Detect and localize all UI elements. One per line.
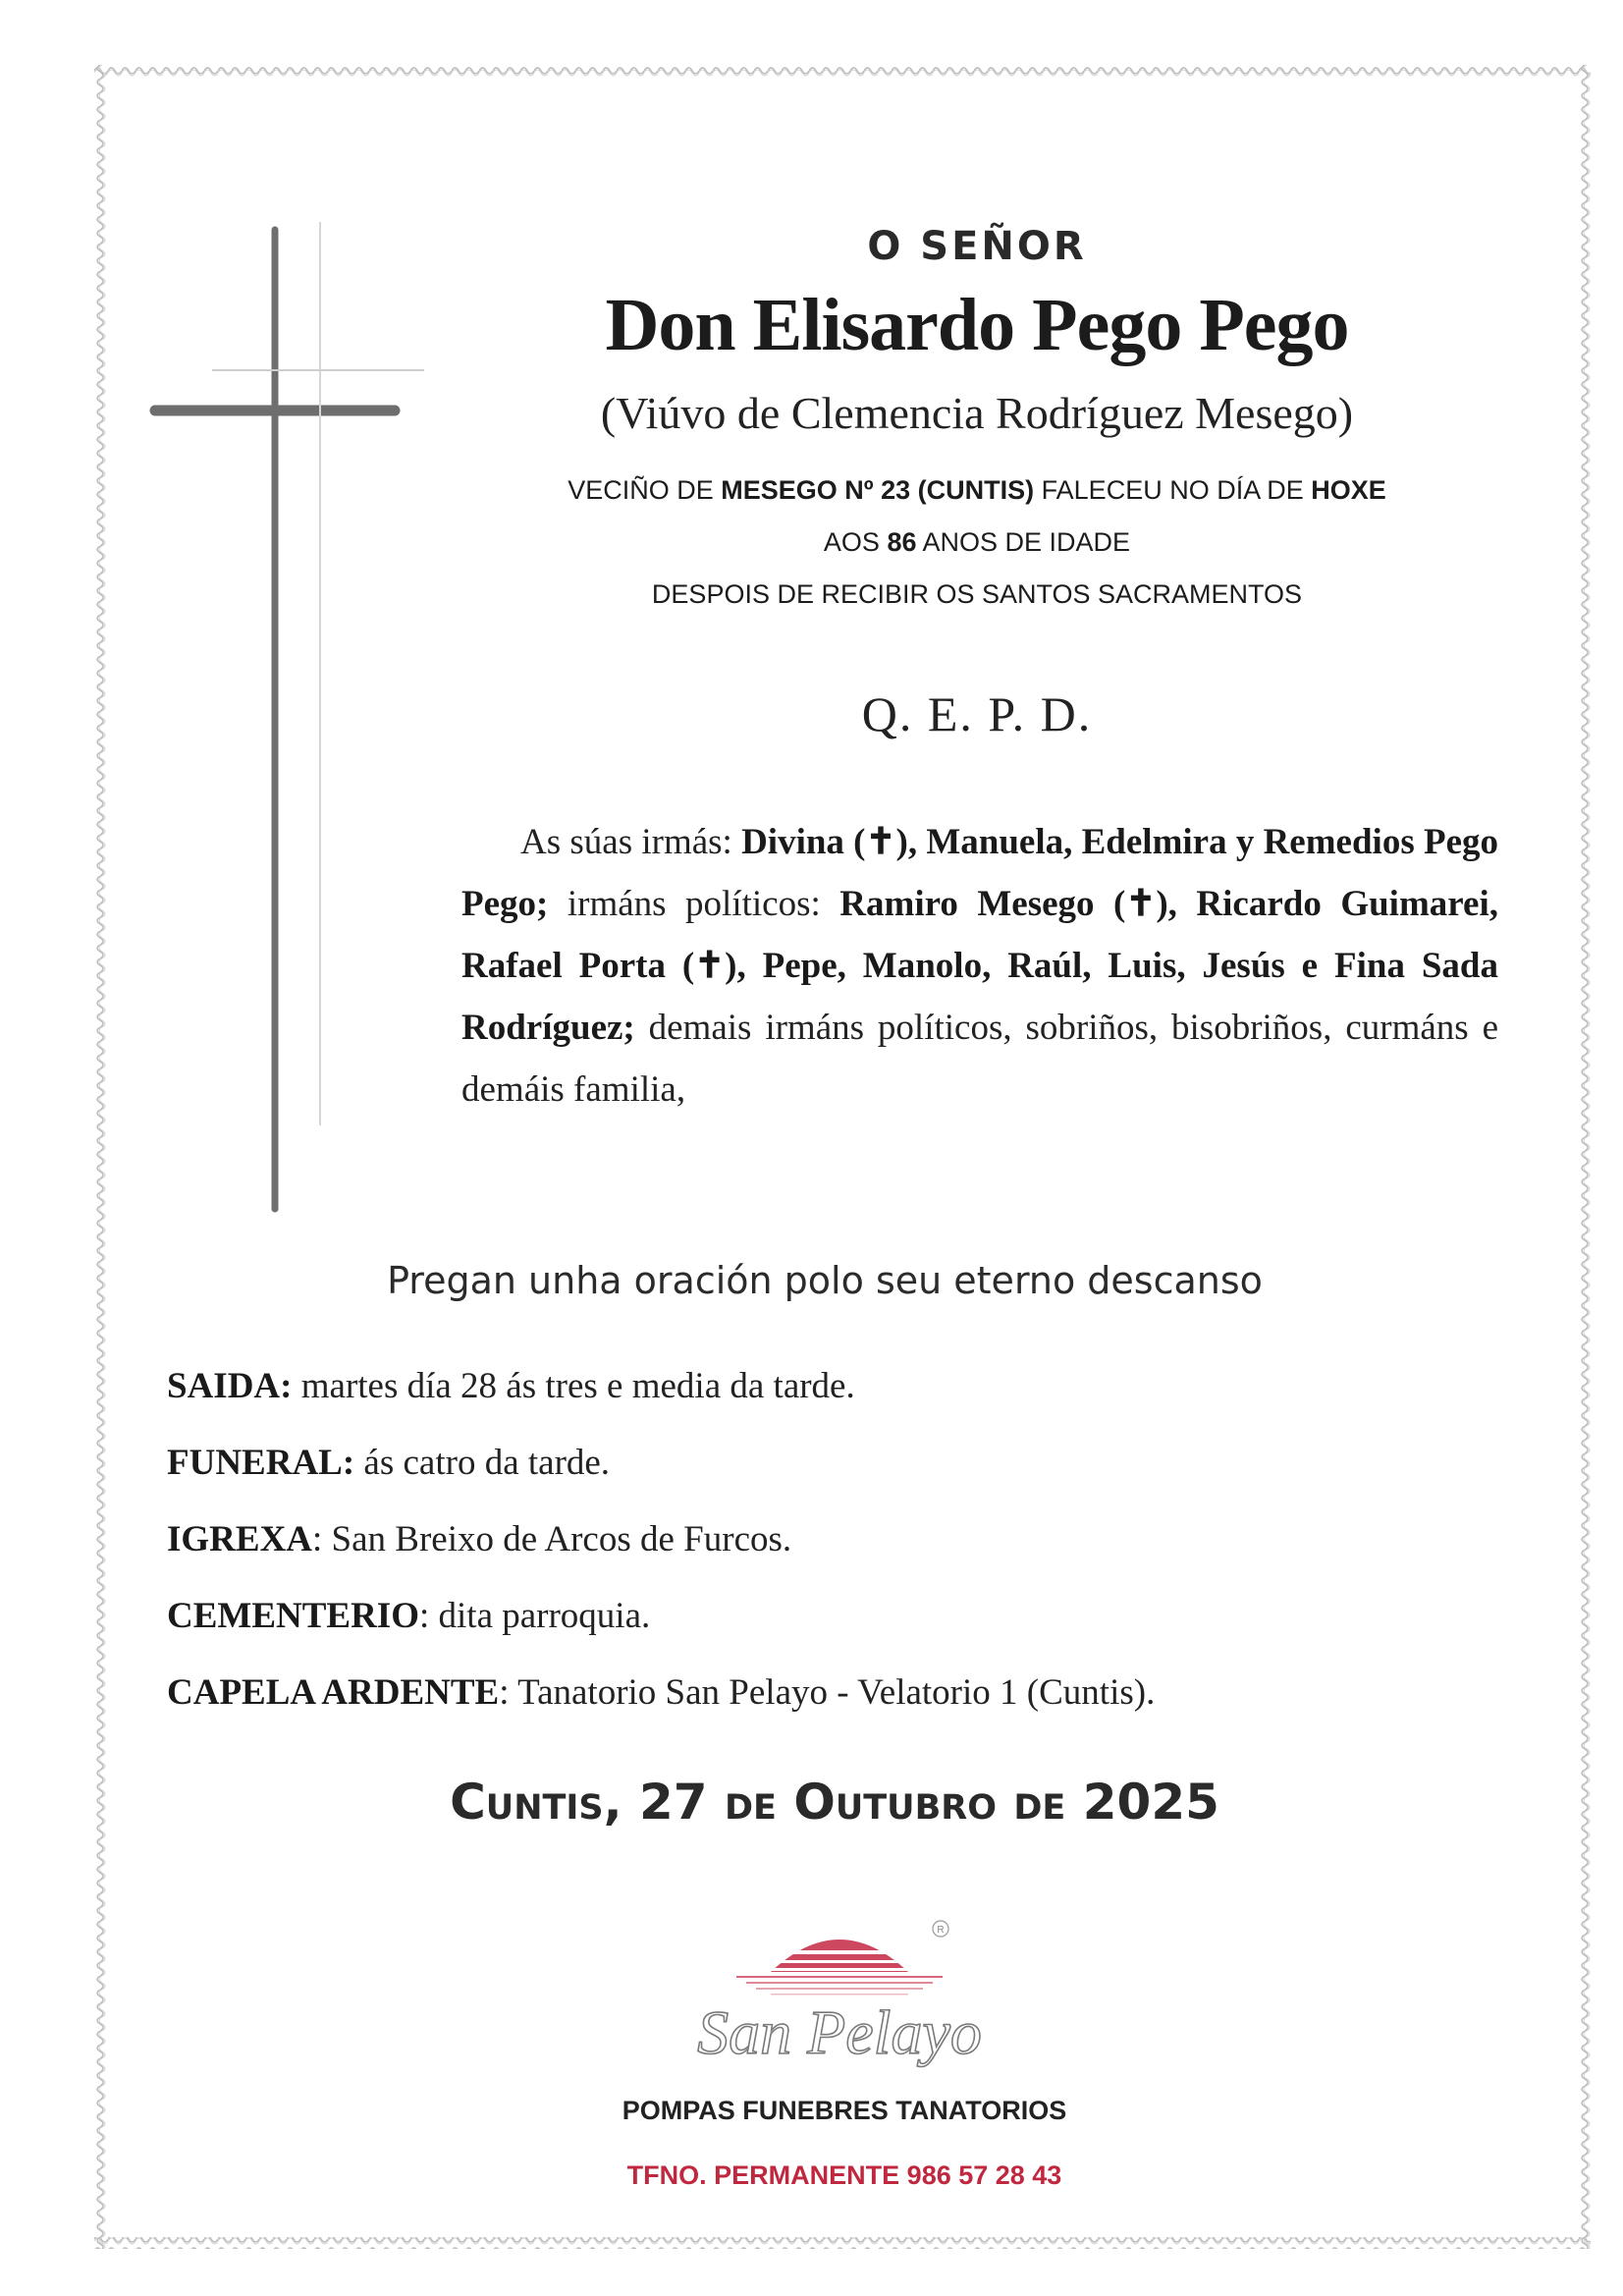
detail-saida (167, 1361, 1443, 1438)
detail-label: CEMENTERIO (167, 1596, 419, 1636)
detail-label: IGREXA (167, 1519, 313, 1559)
sacraments-line: DESPOIS DE RECIBIR OS SANTOS SACRAMENTOS (651, 579, 1303, 609)
sunset-icon (736, 1940, 943, 1995)
qepd-text: Q. E. P. D. (861, 686, 1093, 741)
detail-text: ás catro da tarde. (354, 1443, 611, 1483)
detail-text: : San Breixo de Arcos de Furcos. (312, 1519, 792, 1559)
relatives-text-2: irmáns políticos: (548, 884, 840, 924)
age-line (461, 527, 1492, 558)
company-tagline: POMPAS FUNEBRES TANATORIOS (622, 2096, 1067, 2125)
ceremony-details (167, 1361, 1443, 1744)
detail-text: : Tanatorio San Pelayo - Velatorio 1 (Cuntis). (499, 1672, 1156, 1713)
age-text-a: AOS (823, 527, 888, 557)
age-text-c: ANOS DE IDADE (916, 527, 1131, 557)
in-laws-names: Ramiro Mesego (✝), Ricardo Guimarei, Rafael Porta (✝), Pepe, Manolo, Raúl, Luis, Jesús e Fina Sada Rodríguez; (461, 884, 1498, 1048)
detail-text: martes día 28 ás tres e media da tarde. (292, 1366, 855, 1406)
detail-capela-ardente (167, 1667, 1443, 1744)
residence-text-c: FALECEU NO DÍA DE (1034, 475, 1312, 505)
residence-line (461, 475, 1492, 506)
sisters-names: Divina (✝), Manuela, Edelmira y Remedios Pego Pego; (461, 822, 1499, 924)
phone-number: TFNO. PERMANENTE 986 57 28 43 (626, 2160, 1062, 2190)
relatives-text-3: demais irmáns políticos, sobriños, bisobriños, curmáns e demáis familia, (461, 1008, 1498, 1110)
honorific-prefix: O SEÑOR (867, 224, 1087, 269)
san-pelayo-logo (677, 1911, 1001, 2088)
relatives-text-1: As súas irmás: (520, 822, 742, 862)
detail-funeral (167, 1438, 1443, 1514)
detail-label: FUNERAL: (167, 1443, 355, 1483)
residence-address: MESEGO Nº 23 (CUNTIS) (721, 475, 1035, 505)
detail-label: CAPELA ARDENTE (167, 1672, 500, 1713)
cross-icon (147, 222, 432, 1214)
detail-text: : dita parroquia. (418, 1596, 651, 1636)
detail-igrexa (167, 1514, 1443, 1591)
death-day: HOXE (1311, 475, 1386, 505)
prayer-request: Pregan unha oración polo seu eterno descanso (387, 1259, 1263, 1302)
deceased-name: Don Elisardo Pego Pego (605, 284, 1349, 366)
detail-label: SAIDA: (167, 1366, 293, 1406)
age-value: 86 (887, 527, 917, 557)
residence-text-a: VECIÑO DE (568, 475, 722, 505)
place-and-date: Cuntis, 27 de Outubro de 2025 (450, 1774, 1219, 1831)
logo-wordmark: San Pelayo (697, 1997, 982, 2067)
relatives-paragraph (461, 811, 1498, 1121)
registered-mark: R (937, 1925, 945, 1936)
widow-note: (Viúvo de Clemencia Rodríguez Mesego) (600, 388, 1354, 438)
detail-cementerio (167, 1591, 1443, 1667)
